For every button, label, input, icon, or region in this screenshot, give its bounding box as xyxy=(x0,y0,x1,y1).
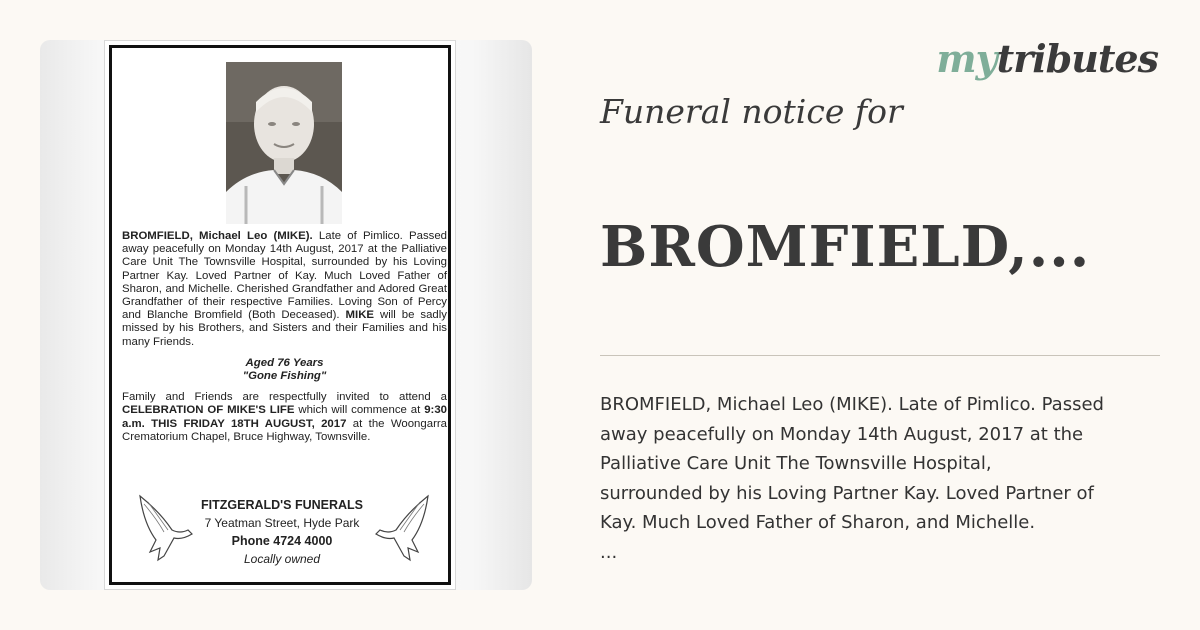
logo-my: my xyxy=(936,36,997,81)
deceased-title: BROMFIELD,... xyxy=(600,214,1091,280)
service-time-date: 9:30 a.m. THIS FRIDAY 18TH AUGUST, 2017 xyxy=(122,404,447,430)
invite-part-b: which will commence at xyxy=(298,404,421,417)
notice-excerpt: BROMFIELD, Michael Leo (MIKE). Late of Pimlico. Passed away peacefully on Monday 14th August, 2017 at the Palliative Care Unit The Townsville Hospital, surrounded by his Loving Partner Kay. Loved Partner of Kay. Much Loved Father of Sharon, and Michelle. ... xyxy=(600,394,1104,563)
notice-body: Late of Pimlico. Passed away peacefully on Monday 14th August, 2017 at the Palliative Care Unit The Townsville Hospital, surrounded by his Loving Partner Kay. Loved Partner of Kay. Much Loved Father of Sharon, and Michelle. Cherished Grandfather and Adored Great Grandfather of their respective Families. Loving Son of Percy and Blanche Bromfield (Both Deceased). xyxy=(122,230,448,322)
funeral-director-phone: Phone 4724 4000 xyxy=(231,534,333,548)
deceased-name: BROMFIELD, Michael Leo (MIKE). xyxy=(122,230,313,242)
invite-part-a: Family and Friends are respectfully invited to attend a xyxy=(122,391,447,404)
funeral-director-note: Locally owned xyxy=(243,552,321,566)
funeral-notice-image xyxy=(104,40,456,590)
notice-panel xyxy=(40,40,532,590)
age-line: Aged 76 Years xyxy=(245,356,324,369)
portrait-photo xyxy=(226,62,342,224)
page-subtitle: Funeral notice for xyxy=(600,92,903,131)
funeral-director-name: FITZGERALD'S FUNERALS xyxy=(201,498,363,512)
notice-body-2: will be sadly missed by his Brothers, and Sisters and their Families and his many Friends. xyxy=(122,309,447,348)
invite-part-c: at the Woongarra Crematorium Chapel, Bruce Highway, Townsville. xyxy=(122,417,447,443)
notice-mike: MIKE xyxy=(345,309,375,322)
logo-tributes: tributes xyxy=(996,36,1158,81)
dove-icon xyxy=(374,490,434,562)
invitation-text xyxy=(122,391,447,444)
divider xyxy=(600,355,1160,356)
funeral-director-address: 7 Yeatman Street, Hyde Park xyxy=(204,516,360,530)
celebration-heading: CELEBRATION OF MIKE'S LIFE xyxy=(122,404,295,417)
notice-text-block xyxy=(122,230,447,444)
funeral-director-block xyxy=(116,490,448,590)
mytributes-logo[interactable] xyxy=(936,36,1158,81)
notice-border xyxy=(109,45,451,585)
gone-fishing-line: "Gone Fishing" xyxy=(242,370,327,383)
